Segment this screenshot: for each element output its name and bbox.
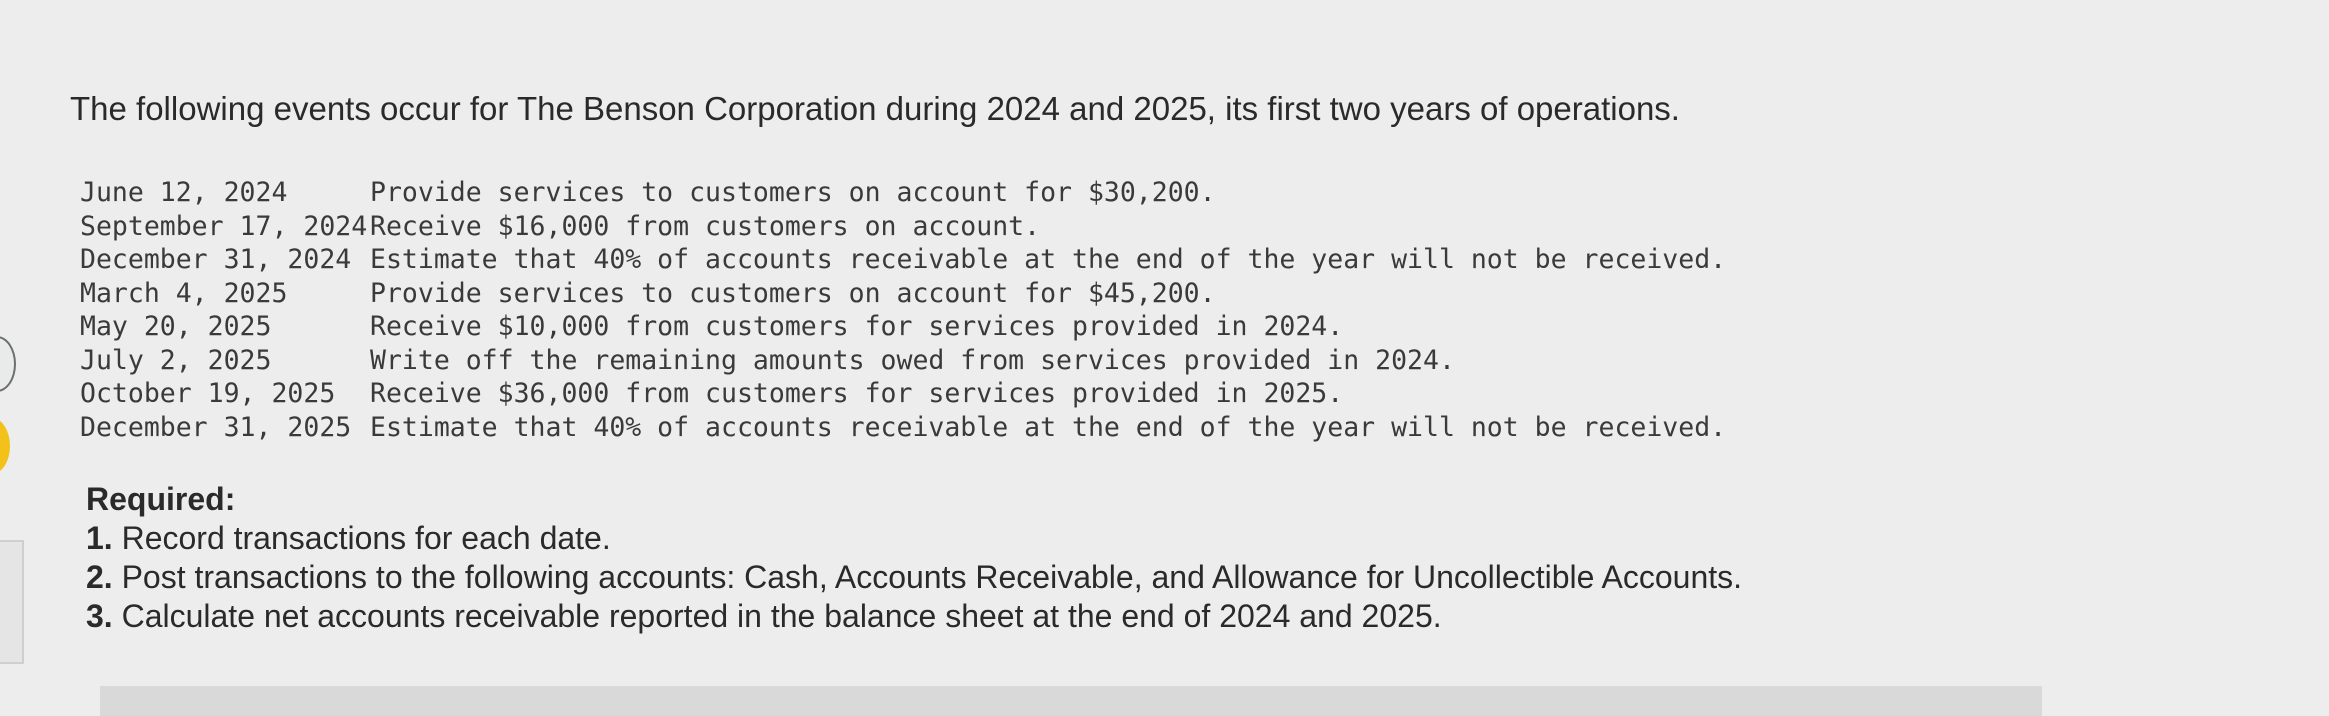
- event-row: [80, 243, 1726, 277]
- event-description: Estimate that 40% of accounts receivable at the end of the year will not be received.: [370, 411, 1727, 443]
- event-description: Receive $36,000 from customers for services provided in 2025.: [370, 378, 1344, 409]
- event-date: March 4, 2025: [80, 277, 288, 309]
- edge-panel: [0, 540, 24, 664]
- required-item-text: Calculate net accounts receivable reported in the balance sheet at the end of 2024 and 2025.: [121, 598, 1442, 634]
- event-date: July 2, 2025: [80, 344, 272, 376]
- event-row: [80, 344, 1726, 378]
- required-item-number: 3.: [86, 598, 113, 634]
- problem-intro: The following events occur for The Benson Corporation during 2024 and 2025, its first two years of operations.: [70, 90, 1680, 127]
- event-row: [80, 277, 1726, 311]
- edge-radio-circle: [0, 336, 16, 392]
- required-item-text: Post transactions to the following accounts: Cash, Accounts Receivable, and Allowance for Uncollectible Accounts.: [121, 559, 1743, 595]
- event-date: May 20, 2025: [80, 311, 272, 342]
- event-description: Provide services to customers on account for $30,200.: [370, 177, 1216, 208]
- event-description: Write off the remaining amounts owed from services provided in 2024.: [370, 344, 1455, 376]
- required-item-number: 2.: [86, 559, 113, 595]
- events-list: [80, 176, 1726, 444]
- event-date: December 31, 2025: [80, 411, 352, 443]
- event-date: December 31, 2024: [80, 244, 352, 275]
- required-item: [86, 597, 1742, 636]
- event-date: September 17, 2024: [80, 210, 368, 242]
- event-row: [80, 377, 1726, 411]
- event-date: October 19, 2025: [80, 378, 336, 409]
- event-description: Receive $16,000 from customers on account.: [370, 210, 1041, 242]
- event-row: [80, 411, 1726, 445]
- required-item: [86, 558, 1742, 597]
- event-description: Receive $10,000 from customers for services provided in 2024.: [370, 311, 1344, 342]
- required-heading: Required:: [86, 481, 236, 517]
- event-description: Estimate that 40% of accounts receivable at the end of the year will not be received.: [370, 244, 1727, 275]
- event-description: Provide services to customers on account for $45,200.: [370, 277, 1216, 309]
- edge-marker-dot: [0, 418, 10, 474]
- required-item-number: 1.: [86, 520, 113, 556]
- required-item-text: Record transactions for each date.: [121, 520, 611, 556]
- event-row: [80, 176, 1726, 210]
- event-date: June 12, 2024: [80, 177, 288, 208]
- required-item: [86, 519, 1742, 558]
- event-row: [80, 310, 1726, 344]
- required-section: [86, 480, 1742, 636]
- event-row: [80, 210, 1726, 244]
- answer-panel-top: [100, 686, 2042, 716]
